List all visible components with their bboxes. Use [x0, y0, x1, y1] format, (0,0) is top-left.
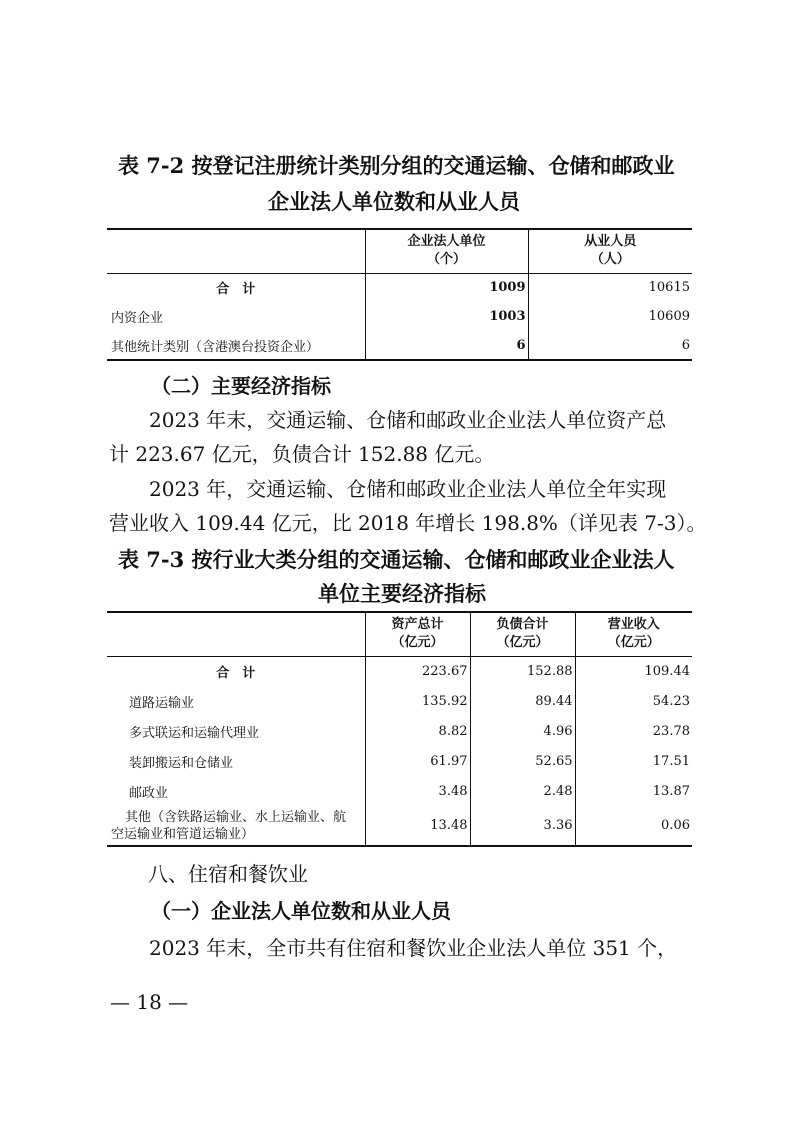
- cell-liabilities: 52.65: [470, 746, 575, 776]
- cell-liabilities: 3.36: [470, 806, 575, 846]
- cell-assets: 3.48: [365, 776, 470, 806]
- header-employees: [528, 229, 692, 273]
- section-heading: （一）企业法人单位数和从业人员: [151, 899, 451, 923]
- header-liabilities: [470, 612, 575, 656]
- table-7-2-title-line1: 表 7-2 按登记注册统计类别分组的交通运输、仓储和邮政业: [118, 153, 675, 178]
- page-number: — 18 —: [110, 990, 189, 1014]
- row-label-line2: 空运输业和管道运输业）: [111, 826, 255, 842]
- cell-revenue: 54.23: [575, 686, 692, 716]
- cell-revenue: 17.51: [575, 746, 692, 776]
- cell-liabilities: 152.88: [470, 656, 575, 686]
- cell-employees: 10615: [528, 273, 692, 302]
- table-7-2: [107, 228, 692, 361]
- table-7-3-title-line1: 表 7-3 按行业大类分组的交通运输、仓储和邮政业企业法人: [118, 547, 675, 572]
- header-assets: [365, 612, 470, 656]
- table-7-3: [107, 611, 692, 847]
- header-units-unit: （个）: [426, 252, 466, 268]
- table-row: [107, 776, 692, 806]
- paragraph-line: 营业收入 109.44 亿元，比 2018 年增长 198.8%（详见表 7-3）。: [109, 511, 707, 535]
- header-employees-unit: （人）: [590, 252, 630, 268]
- paragraph-line: 计 223.67 亿元，负债合计 152.88 亿元。: [109, 442, 495, 466]
- section-heading: （二）主要经济指标: [151, 374, 331, 398]
- header-revenue: [575, 612, 692, 656]
- header-assets-unit: （亿元）: [391, 635, 444, 651]
- table-row: [107, 302, 692, 331]
- cell-revenue: 0.06: [575, 806, 692, 846]
- cell-assets: 223.67: [365, 656, 470, 686]
- row-label: 邮政业: [129, 785, 169, 801]
- cell-assets: 8.82: [365, 716, 470, 746]
- cell-units: 1009: [365, 273, 528, 302]
- table-header-row: [107, 612, 692, 656]
- table-row: [107, 273, 692, 302]
- cell-units: 1003: [365, 302, 528, 331]
- cell-assets: 61.97: [365, 746, 470, 776]
- cell-assets: 13.48: [365, 806, 470, 846]
- header-revenue-label: 营业收入: [607, 617, 660, 633]
- cell-assets: 135.92: [365, 686, 470, 716]
- row-label: 合 计: [216, 282, 256, 298]
- table-7-2-title-line2: 企业法人单位数和从业人员: [268, 189, 520, 214]
- cell-revenue: 13.87: [575, 776, 692, 806]
- paragraph-line: 2023 年，交通运输、仓储和邮政业企业法人单位全年实现: [149, 477, 667, 501]
- table-row: [107, 716, 692, 746]
- header-units: [365, 229, 528, 273]
- row-label: [107, 806, 365, 846]
- row-label: 其他统计类别（含港澳台投资企业）: [111, 339, 320, 355]
- row-label: 多式联运和运输代理业: [129, 725, 260, 741]
- table-7-3-title-line2: 单位主要经济指标: [318, 581, 486, 606]
- table-row: [107, 331, 692, 360]
- cell-units: 6: [365, 331, 528, 360]
- table-header-row: [107, 229, 692, 273]
- header-assets-label: 资产总计: [391, 617, 444, 633]
- cell-liabilities: 4.96: [470, 716, 575, 746]
- header-revenue-unit: （亿元）: [607, 635, 660, 651]
- cell-liabilities: 2.48: [470, 776, 575, 806]
- row-label: 内资企业: [111, 311, 164, 326]
- header-liabilities-unit: （亿元）: [496, 635, 549, 651]
- cell-revenue: 109.44: [575, 656, 692, 686]
- header-units-label: 企业法人单位: [407, 234, 486, 250]
- table-row: [107, 806, 692, 846]
- table-row: [107, 686, 692, 716]
- cell-employees: 6: [528, 331, 692, 360]
- cell-revenue: 23.78: [575, 716, 692, 746]
- cell-employees: 10609: [528, 302, 692, 331]
- table-row: [107, 656, 692, 686]
- chapter-heading: 八、住宿和餐饮业: [148, 862, 308, 886]
- table-row: [107, 746, 692, 776]
- cell-liabilities: 89.44: [470, 686, 575, 716]
- header-employees-label: 从业人员: [584, 234, 637, 250]
- paragraph-line: 2023 年末，全市共有住宿和餐饮业企业法人单位 351 个，: [149, 936, 678, 960]
- row-label: 道路运输业: [129, 695, 195, 711]
- row-label: 装卸搬运和仓储业: [129, 755, 234, 771]
- header-liabilities-label: 负债合计: [496, 617, 549, 633]
- header-blank: [107, 612, 365, 656]
- paragraph-line: 2023 年末，交通运输、仓储和邮政业企业法人单位资产总: [149, 408, 667, 432]
- row-label: 合 计: [216, 665, 256, 681]
- header-blank: [107, 229, 365, 273]
- row-label-line1: 其他（含铁路运输业、水上运输业、航: [125, 809, 347, 825]
